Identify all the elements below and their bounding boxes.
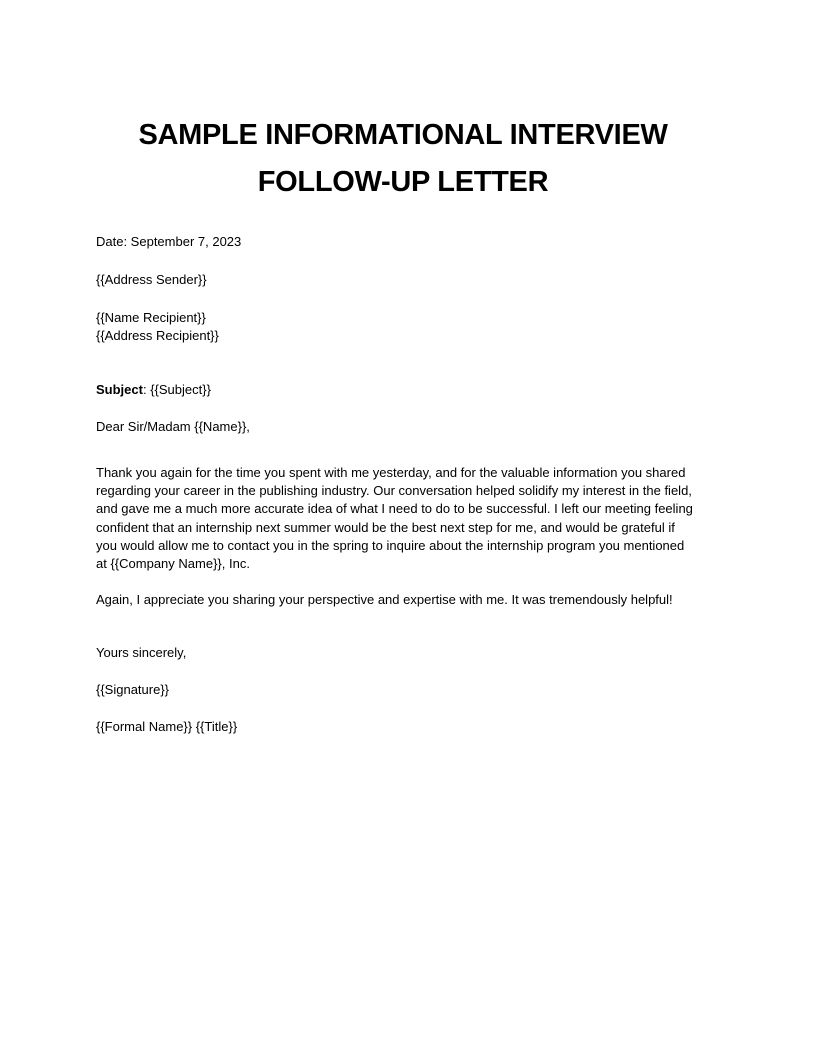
recipient-name: {{Name Recipient}} [96,310,206,325]
recipient-address: {{Address Recipient}} [96,328,219,344]
sender-address: {{Address Sender}} [96,272,207,287]
letter-date: Date: September 7, 2023 [96,234,242,249]
title-line-1: SAMPLE INFORMATIONAL INTERVIEW [138,119,668,151]
subject-value: {{Subject}} [150,382,211,397]
subject-separator: : [142,382,151,397]
title-line-2: FOLLOW-UP LETTER [257,166,549,198]
paragraph-line: and gave me a much more accurate idea of what I need to do to be successful. I left our meeting feeling [96,501,693,517]
paragraph-line: regarding your career in the publishing industry. Our conversation helped solidify my interest in the field, [96,483,692,499]
subject-line [96,381,211,399]
document-title [0,112,806,206]
paragraph-line: you would allow me to contact you in the spring to inquire about the internship program you mentioned [96,537,685,553]
closing: Yours sincerely, [96,645,187,660]
body-paragraph-1 [96,464,726,573]
paragraph-line: confident that an internship next summer would be the best next step for me, and would be grateful if [96,519,675,535]
paragraph-line: Thank you again for the time you spent with me yesterday, and for the valuable information you shared [96,465,686,480]
formal-name-title: {{Formal Name}} {{Title}} [96,719,238,734]
body-paragraph-2: Again, I appreciate you sharing your perspective and expertise with me. It was tremendously helpful! [96,592,673,607]
paragraph-line: at {{Company Name}}, Inc. [96,556,250,572]
recipient-block [96,309,219,345]
subject-label: Subject [96,382,143,397]
salutation: Dear Sir/Madam {{Name}}, [96,419,250,434]
signature-placeholder: {{Signature}} [96,682,170,697]
